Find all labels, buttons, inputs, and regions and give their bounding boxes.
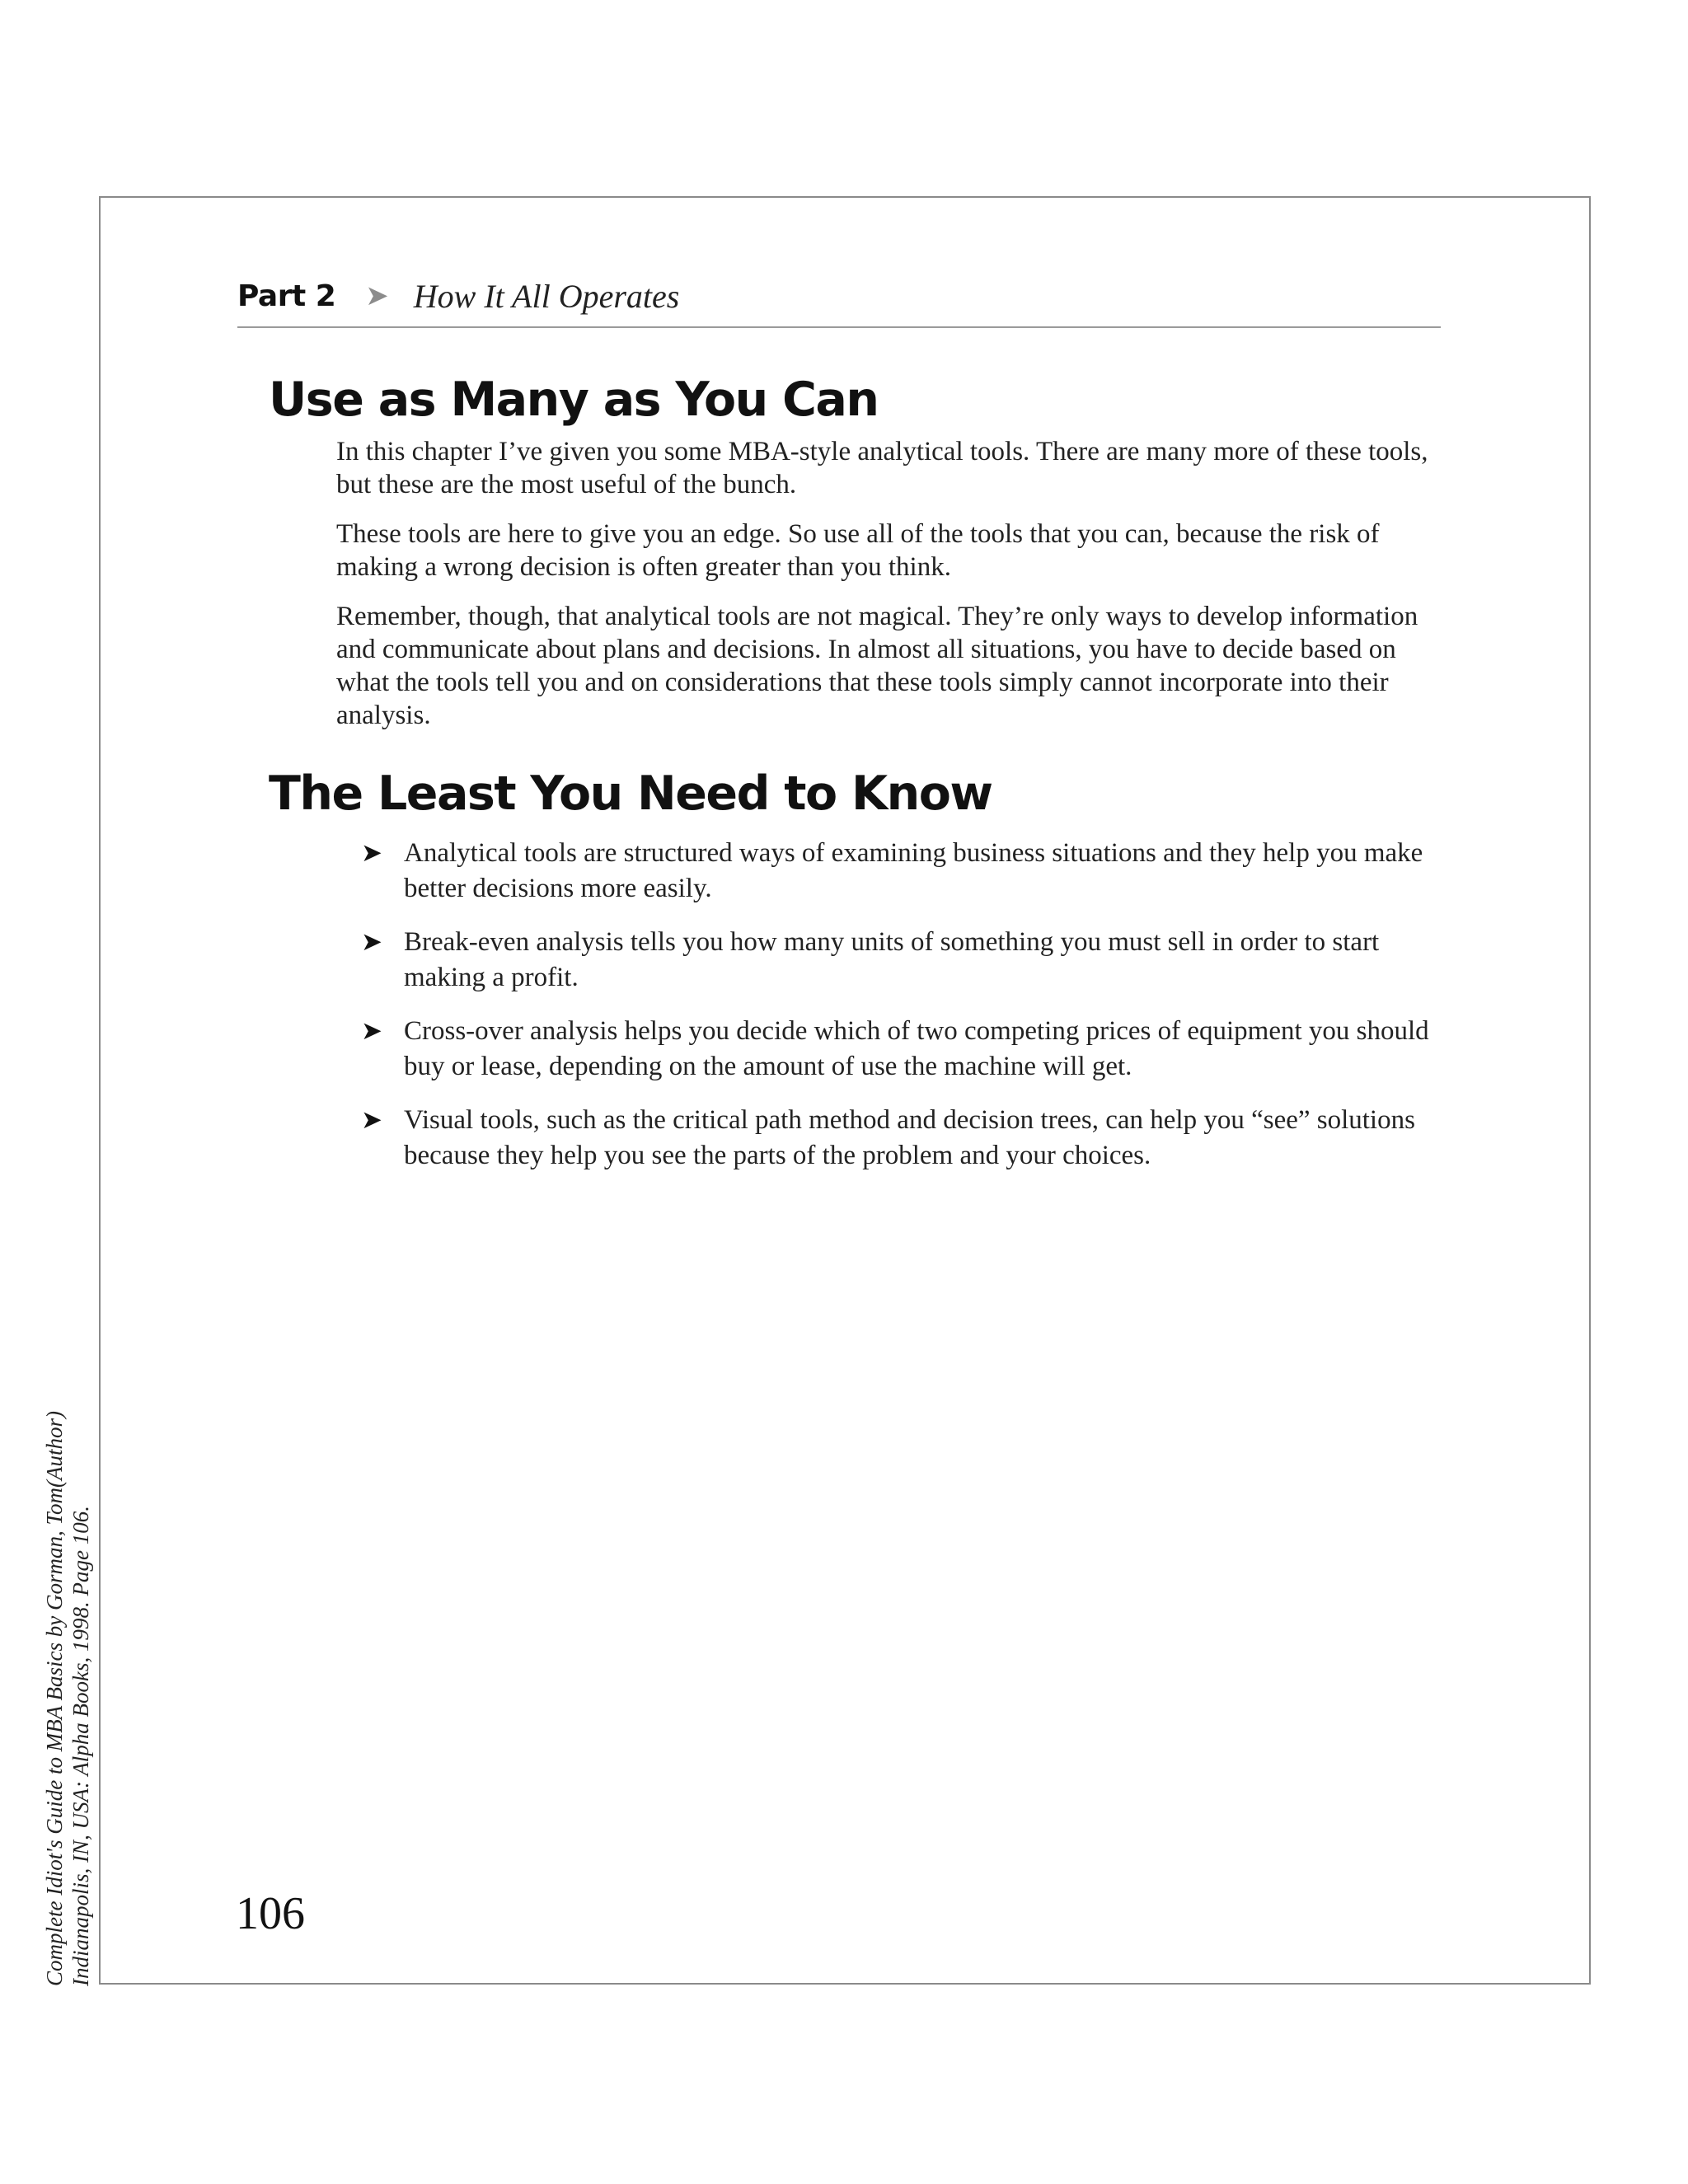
list-item [361,1103,1449,1174]
arrow-bullet-icon: ➤ [361,1105,382,1135]
list-item [361,925,1449,996]
arrow-bullet-icon: ➤ [361,927,382,957]
paragraph: In this chapter I’ve given you some MBA-style analytical tools. There are many more of these tools, but these are the most useful of the bunch. [336,437,1428,499]
chapter-title: How It All Operates [413,277,680,315]
running-head [237,265,1441,328]
arrow-bullet-icon: ➤ [361,1016,382,1046]
section-heading-least-you-need: The Least You Need to Know [269,766,992,821]
citation [41,1393,94,1986]
paragraph: Remember, though, that analytical tools are not magical. They’re only ways to develop information and communicate about plans and decisions. In almost all situations, you have to decide based on what the tools tell you and on considerations that these tools simply cannot incorporate into their analysis. [336,602,1418,730]
list-item-text: Cross-over analysis helps you decide which of two competing prices of equipment you should buy or lease, depending on the amount of use the machine will get. [404,1016,1429,1081]
arrow-bullet-icon: ➤ [361,838,382,868]
list-item-text: Break-even analysis tells you how many units of something you must sell in order to start making a profit. [404,927,1380,992]
citation-line: Complete Idiot's Guide to MBA Basics by Gorman, Tom(Author) [42,1411,67,1986]
list-item-text: Visual tools, such as the critical path method and decision trees, can help you “see” solutions because they help you see the parts of the problem and your choices. [404,1105,1415,1170]
section-body-use-as-many [336,435,1445,748]
paragraph: These tools are here to give you an edge. So use all of the tools that you can, because the risk of making a wrong decision is often greater than you think. [336,519,1380,582]
arrow-icon: ➤ [365,279,389,312]
list-item-text: Analytical tools are structured ways of examining business situations and they help you make better decisions more easily. [404,838,1423,903]
section-heading-use-as-many: Use as Many as You Can [269,373,879,427]
page-number: 106 [236,1888,305,1939]
part-label: Part 2 [237,279,336,313]
list-item [361,1014,1449,1085]
list-item [361,836,1449,907]
citation-line: Indianapolis, IN, USA: Alpha Books, 1998. Page 106. [68,1506,93,1986]
bullet-list [361,836,1449,1192]
